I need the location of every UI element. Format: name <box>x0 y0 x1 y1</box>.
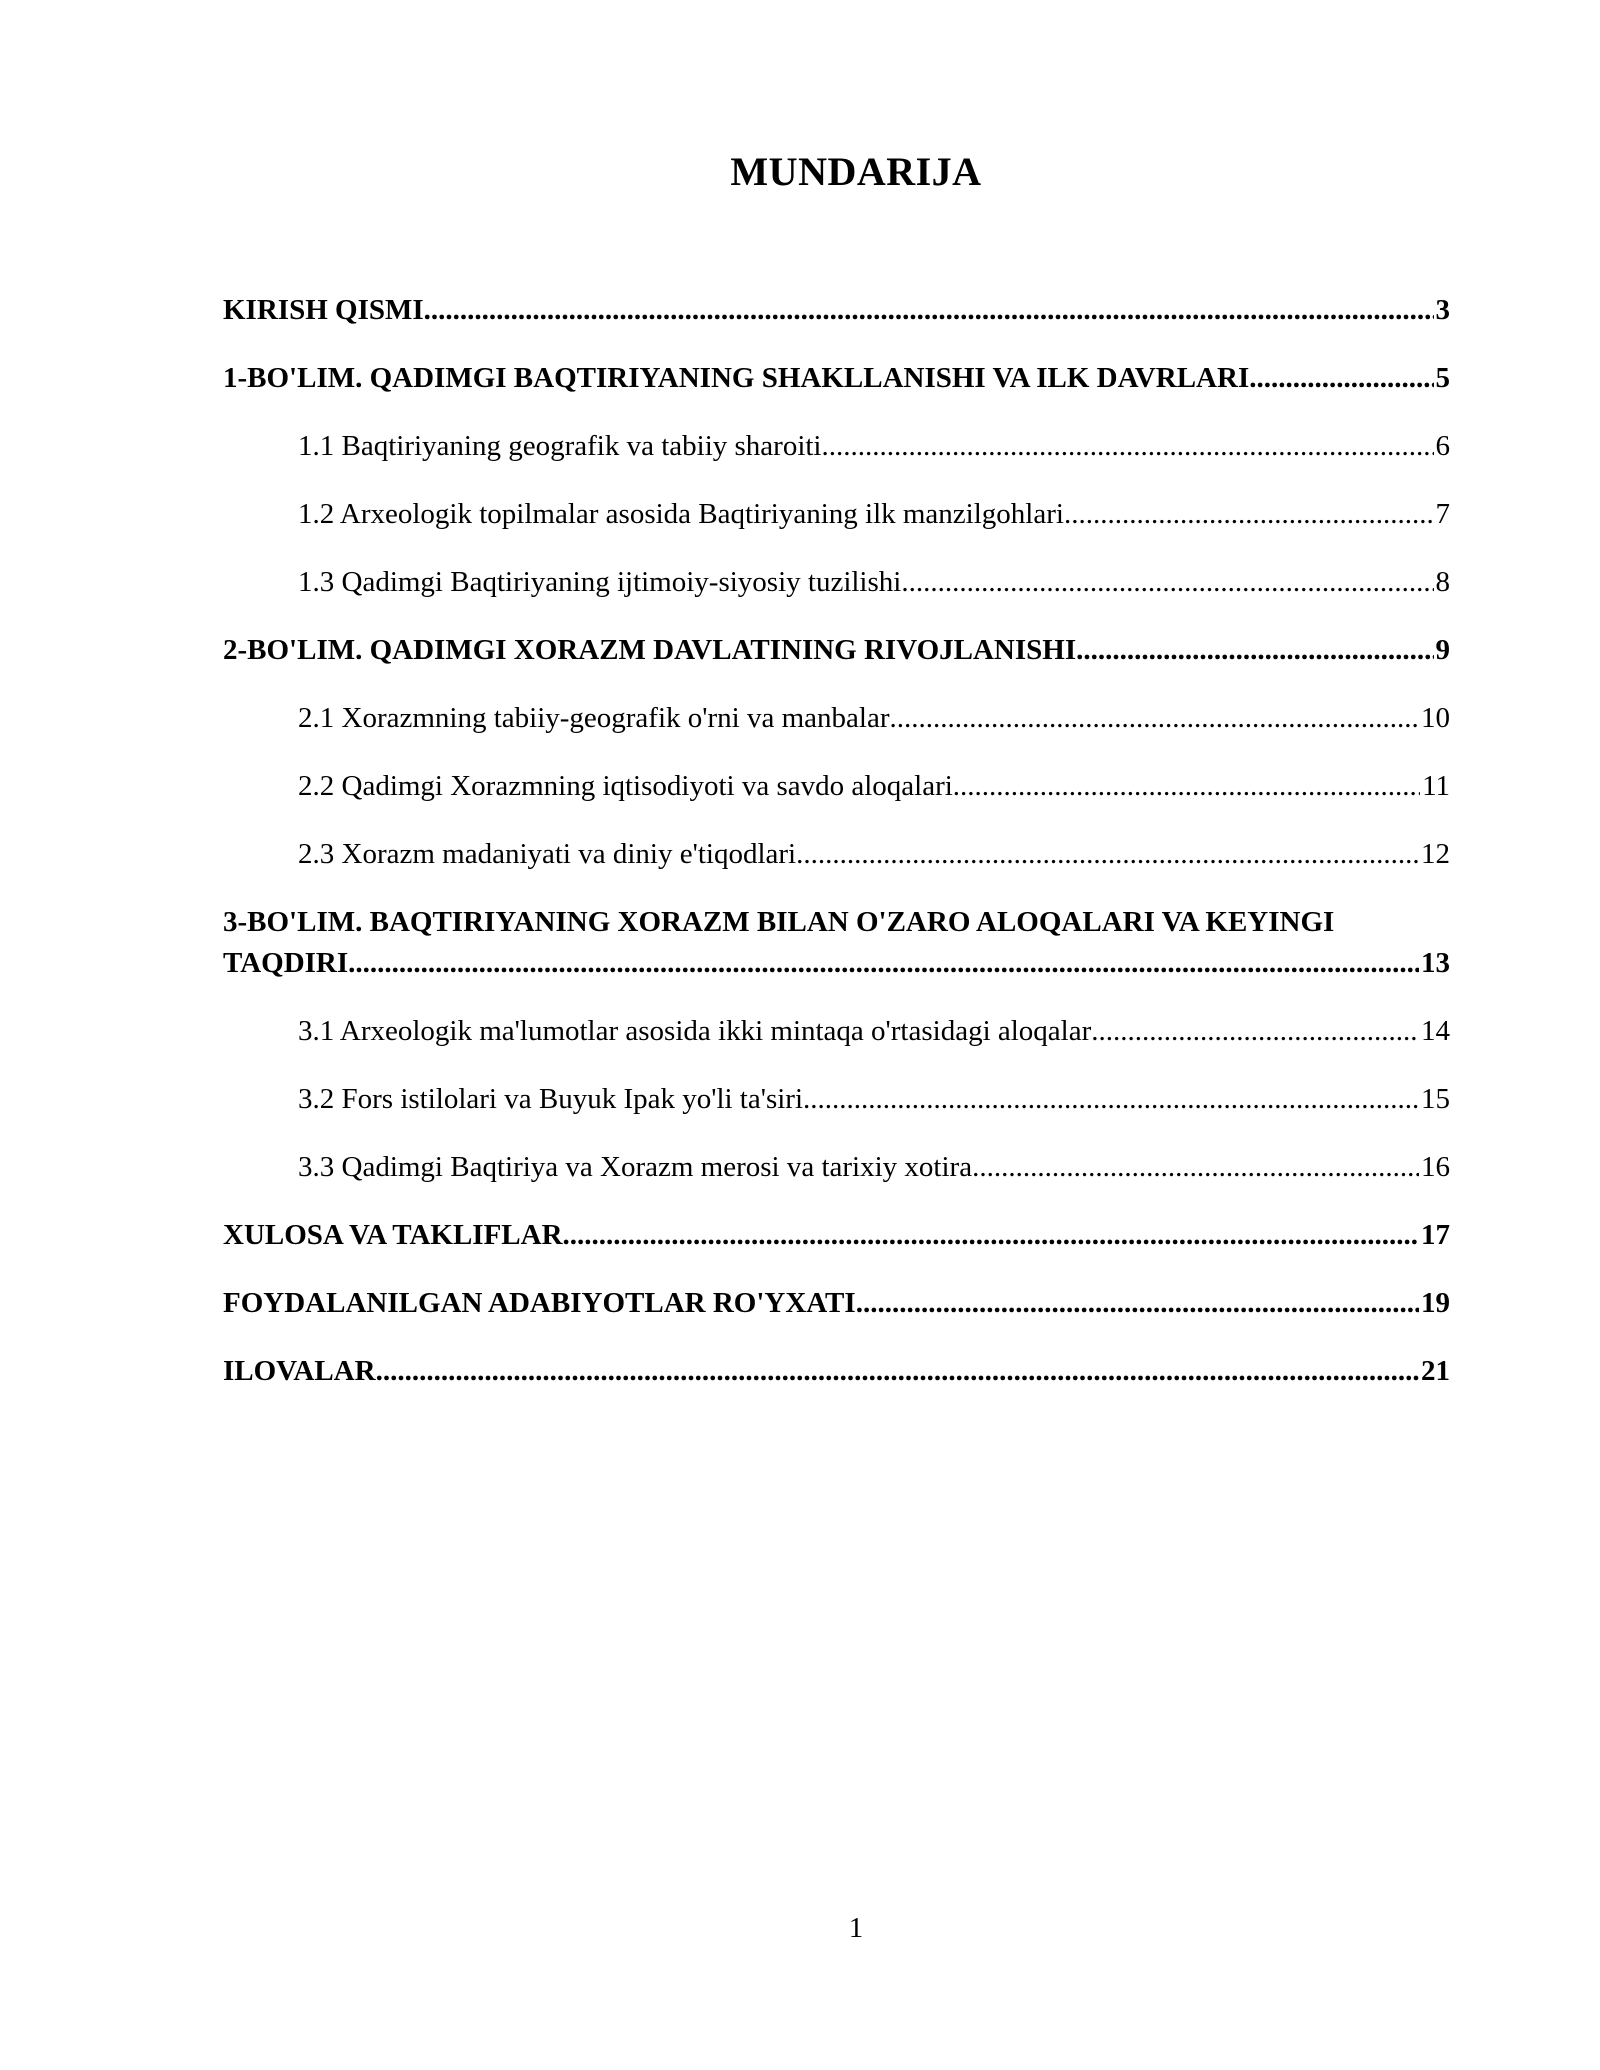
toc-leader-dots <box>856 1283 1419 1324</box>
toc-page-number: 9 <box>1435 634 1450 666</box>
toc-leader-dots <box>889 698 1419 739</box>
toc-page-number: 14 <box>1421 1015 1450 1047</box>
toc-page-number: 7 <box>1435 498 1450 530</box>
toc-page-number: 10 <box>1421 702 1450 734</box>
toc-entry-section-2-2[interactable] <box>223 766 1450 807</box>
table-of-contents <box>223 290 1450 1419</box>
toc-page-number: 17 <box>1421 1219 1450 1251</box>
toc-entry-section-1-2[interactable] <box>223 494 1450 535</box>
toc-page-number: 11 <box>1422 770 1450 802</box>
toc-entry-title: 1.3 Qadimgi Baqtiriyaning ijtimoiy-siyosiy tuzilishi <box>298 566 902 598</box>
toc-entry-section-3-1[interactable] <box>223 1011 1450 1052</box>
toc-leader-dots <box>796 834 1419 875</box>
toc-page-number: 13 <box>1421 947 1450 979</box>
toc-entry-title: 2.3 Xorazm madaniyati va diniy e'tiqodlari <box>298 838 797 870</box>
toc-entry-title: 2.1 Xorazmning tabiiy-geografik o'rni va manbalar <box>298 702 890 734</box>
toc-page-number: 8 <box>1435 566 1450 598</box>
toc-entry-title: 3.1 Arxeologik ma'lumotlar asosida ikki mintaqa o'rtasidagi aloqalar <box>298 1015 1092 1047</box>
toc-page-number: 3 <box>1435 294 1450 326</box>
toc-entry-title: FOYDALANILGAN ADABIYOTLAR RO'YXATI <box>223 1287 856 1319</box>
toc-leader-dots <box>376 1351 1419 1392</box>
toc-leader-dots <box>822 426 1434 467</box>
toc-page-number: 16 <box>1421 1151 1450 1183</box>
toc-page-number: 21 <box>1421 1355 1450 1387</box>
toc-entry-title: 1-BO'LIM. QADIMGI BAQTIRIYANING SHAKLLANISHI VA ILK DAVRLARI <box>223 362 1250 394</box>
toc-entry-adabiyotlar[interactable] <box>223 1283 1450 1324</box>
toc-entry-title-line2: TAQDIRI <box>223 947 349 979</box>
toc-page-number: 19 <box>1421 1287 1450 1319</box>
page-number-footer: 1 <box>848 1912 864 1944</box>
toc-leader-dots <box>1249 358 1433 399</box>
toc-entry-section-1-1[interactable] <box>223 426 1450 467</box>
toc-page-number: 15 <box>1421 1083 1450 1115</box>
toc-page-number: 12 <box>1421 838 1450 870</box>
toc-entry-title: 3.3 Qadimgi Baqtiriya va Xorazm merosi va tarixiy xotira <box>298 1151 973 1183</box>
toc-entry-section-2-3[interactable] <box>223 834 1450 875</box>
toc-entry-title-line1: 3-BO'LIM. BAQTIRIYANING XORAZM BILAN O'ZARO ALOQALARI VA KEYINGI <box>223 906 1335 938</box>
toc-entry-title: 1.2 Arxeologik topilmalar asosida Baqtiriyaning ilk manzilgohlari <box>298 498 1064 530</box>
toc-leader-dots <box>953 766 1420 807</box>
toc-leader-dots <box>972 1147 1419 1188</box>
toc-entry-chapter-2[interactable] <box>223 630 1450 671</box>
toc-entry-title: XULOSA VA TAKLIFLAR <box>223 1219 563 1251</box>
toc-entry-section-1-3[interactable] <box>223 562 1450 603</box>
toc-entry-title: 3.2 Fors istilolari va Buyuk Ipak yo'li ta'siri <box>298 1083 804 1115</box>
toc-entry-section-3-3[interactable] <box>223 1147 1450 1188</box>
toc-entry-xulosa[interactable] <box>223 1215 1450 1256</box>
toc-entry-title: 2-BO'LIM. QADIMGI XORAZM DAVLATINING RIVOJLANISHI <box>223 634 1077 666</box>
toc-entry-chapter-3[interactable] <box>223 902 1450 984</box>
toc-entry-section-2-1[interactable] <box>223 698 1450 739</box>
toc-leader-dots <box>901 562 1433 603</box>
toc-entry-title: 2.2 Qadimgi Xorazmning iqtisodiyoti va savdo aloqalari <box>298 770 953 802</box>
toc-page-number: 5 <box>1435 362 1450 394</box>
toc-entry-chapter-1[interactable] <box>223 358 1450 399</box>
toc-entry-title: 1.1 Baqtiriyaning geografik va tabiiy sharoiti <box>298 430 822 462</box>
toc-leader-dots <box>803 1079 1419 1120</box>
toc-entry-title: ILOVALAR <box>223 1355 376 1387</box>
toc-page-number: 6 <box>1435 430 1450 462</box>
toc-leader-dots <box>348 943 1419 984</box>
toc-leader-dots <box>1091 1011 1419 1052</box>
toc-entry-title: KIRISH QISMI <box>223 294 424 326</box>
toc-entry-section-3-2[interactable] <box>223 1079 1450 1120</box>
page-title: MUNDARIJA <box>730 149 982 194</box>
toc-leader-dots <box>1064 494 1434 535</box>
toc-entry-ilovalar[interactable] <box>223 1351 1450 1392</box>
toc-leader-dots <box>1076 630 1433 671</box>
toc-entry-kirish[interactable] <box>223 290 1450 331</box>
toc-leader-dots <box>563 1215 1419 1256</box>
toc-leader-dots <box>424 290 1434 331</box>
